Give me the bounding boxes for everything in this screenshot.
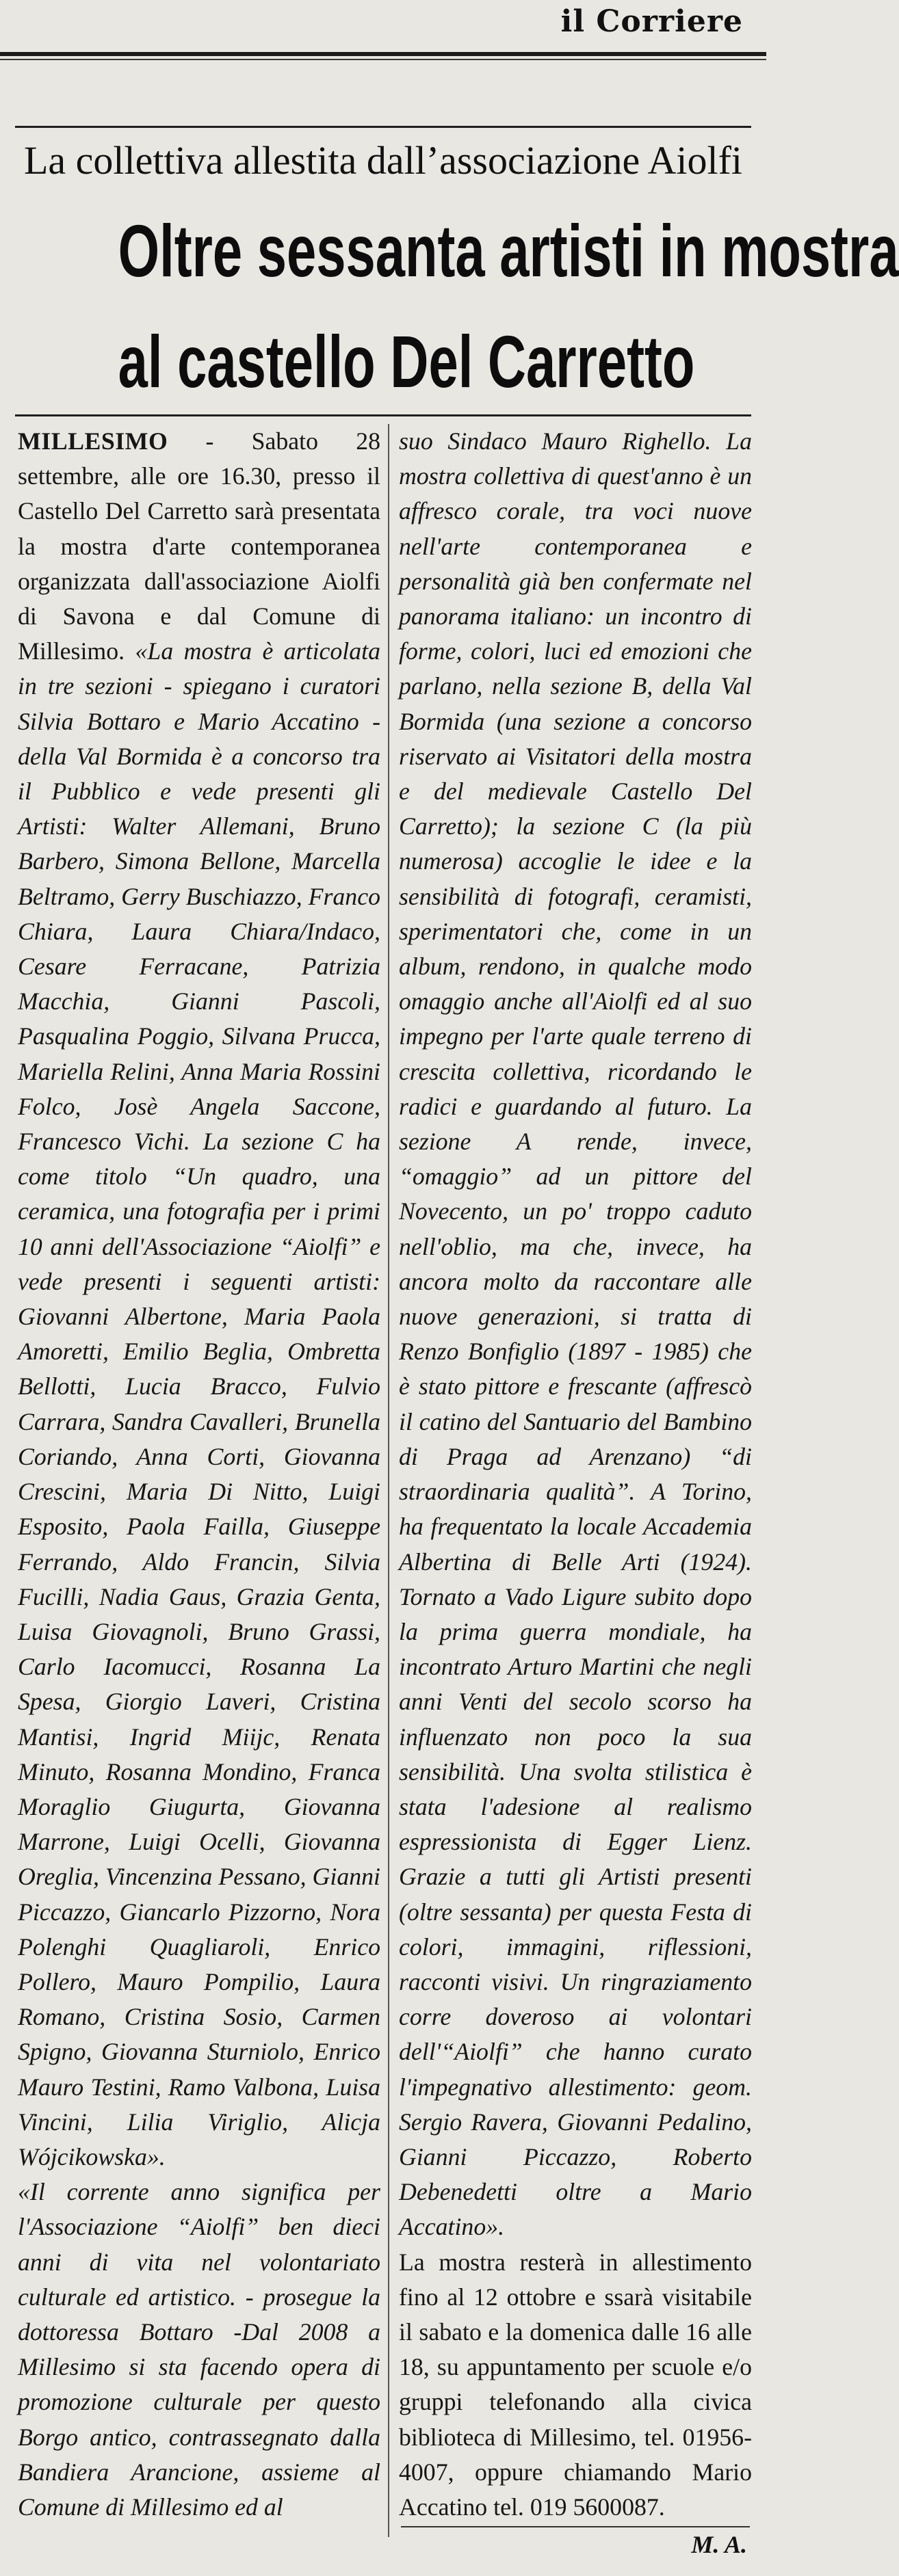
article-column-right — [399, 424, 752, 2525]
headline-box-top-rule — [15, 126, 751, 128]
article-paragraph-2: «Il corrente anno significa per l'Associazione “Aiolfi” ben dieci anni di vita nel volontariato culturale ed artistico. - prosegue la dottoressa Bottaro -Dal 2008 a Millesimo si sta facendo opera di promozione culturale per questo Borgo antico, contrassegnato dalla Bandiera Arancione, assieme al Comune di Millesimo ed al — [18, 2178, 380, 2521]
article-dateline: MILLESIMO — [18, 427, 168, 455]
author-signature: M. A. — [691, 2531, 747, 2558]
column-divider — [388, 424, 389, 2537]
article-headline-line2: al castello Del Carretto — [118, 320, 695, 403]
article-column-left — [18, 424, 380, 2525]
article-paragraph-2-continued: suo Sindaco Mauro Righello. La mostra collettiva di quest'anno è un affresco corale, tra voci nuove nell'arte contemporanea e personalità già ben confermate nel panorama italiano: un incontro di forme, colori, luci ed emozioni che parlano, nella sezione B, della Val Bormida (una sezione a concorso riservato ai Visitatori della mostra e del medievale Castello Del Carretto); la sezione C (la più numerosa) accoglie le idee e la sensibilità di fotografi, ceramisti, sperimentatori che, come in un album, rendono, in qualche modo omaggio anche all'Aiolfi ed al suo impegno per l'arte quale terreno di crescita collettiva, ricordando le radici e guardando al futuro. La sezione A rende, invece, “omaggio” ad un pittore del Novecento, un po' troppo caduto nell'oblio, ma che, invece, ha ancora molto da raccontare alle nuove generazioni, si tratta di Renzo Bonfiglio (1897 - 1985) che è stato pittore e frescante (affrescò il catino del Santuario del Bambino di Praga ad Arenzano) “di straordinaria qualità”. A Torino, ha frequentato la locale Accademia Albertina di Belle Arti (1924). Tornato a Vado Ligure subito dopo la prima guerra mondiale, ha incontrato Arturo Martini che negli anni Venti del secolo scorso ha influenzato non poco la sua sensibilità. Una svolta stilistica è stata l'adesione al realismo espressionista di Egger Lienz. Grazie a tutti gli Artisti presenti (oltre sessanta) per questa Festa di colori, immagini, riflessioni, racconti visivi. Un ringraziamento corre doveroso ai volontari dell'“Aiolfi” che hanno curato l'impegnativo allestimento: geom. Sergio Ravera, Giovanni Pedalino, Gianni Piccazzo, Roberto Debenedetti oltre a Mario Accatino». — [399, 427, 752, 2241]
article-headline-line1: Oltre sessanta artisti in mostra — [118, 209, 899, 292]
masthead-rule-thick — [0, 52, 766, 56]
article-paragraph-1 — [18, 424, 380, 2175]
article-lead-text: - Sabato 28 settembre, alle ore 16.30, presso il Castello Del Carretto sarà presentata la mostra d'arte contemporanea organizzata dall'associazione Aiolfi di Savona e dal Comune di Millesimo. — [18, 427, 380, 665]
signature-rule — [401, 2526, 750, 2527]
headline-box-bottom-rule — [15, 414, 751, 416]
article-kicker: La collettiva allestita dall’associazione Aiolfi — [23, 138, 743, 183]
article-paragraph-3: La mostra resterà in allestimento fino al 12 ottobre e ssarà visitabile il sabato e la domenica dalle 16 alle 18, su appuntamento per scuole e/o gruppi telefonando alla civica biblioteca di Millesimo, tel. 01956-4007, oppure chiamando Mario Accatino tel. 019 5600087. — [399, 2248, 752, 2521]
masthead-rule-thin — [0, 59, 766, 60]
newspaper-name: il Corriere — [560, 4, 743, 39]
article-quote-1: «La mostra è articolata in tre sezioni - spiegano i curatori Silvia Bottaro e Mario Accatino - della Val Bormida è a concorso tra il Pubblico e vede presenti gli Artisti: Walter Allemani, Bruno Barbero, Simona Bellone, Marcella Beltramo, Gerry Buschiazzo, Franco Chiara, Laura Chiara/Indaco, Cesare Ferracane, Patrizia Macchia, Gianni Pascoli, Pasqualina Poggio, Silvana Prucca, Mariella Relini, Anna Maria Rossini Folco, Josè Angela Saccone, Francesco Vichi. La sezione C ha come titolo “Un quadro, una ceramica, una fotografia per i primi 10 anni dell'Associazione “Aiolfi” e vede presenti i seguenti artisti: Giovanni Albertone, Maria Paola Amoretti, Emilio Beglia, Ombretta Bellotti, Lucia Bracco, Fulvio Carrara, Sandra Cavalleri, Brunella Coriando, Anna Corti, Giovanna Crescini, Maria Di Nitto, Luigi Esposito, Paola Failla, Giuseppe Ferrando, Aldo Francin, Silvia Fucilli, Nadia Gaus, Grazia Genta, Luisa Giovagnoli, Bruno Grassi, Carlo Iacomucci, Rosanna La Spesa, Giorgio Laveri, Cristina Mantisi, Ingrid Miijc, Renata Minuto, Rosanna Mondino, Franca Moraglio Giugurta, Giovanna Marrone, Luigi Ocelli, Giovanna Oreglia, Vincenzina Pessano, Gianni Piccazzo, Giancarlo Pizzorno, Nora Polenghi Quagliaroli, Enrico Pollero, Mauro Pompilio, Laura Romano, Cristina Sosio, Carmen Spigno, Giovanna Sturniolo, Enrico Mauro Testini, Ramo Valbona, Luisa Vincini, Lilia Viriglio, Alicja Wójcikowska». — [18, 637, 380, 2170]
masthead — [0, 0, 766, 66]
